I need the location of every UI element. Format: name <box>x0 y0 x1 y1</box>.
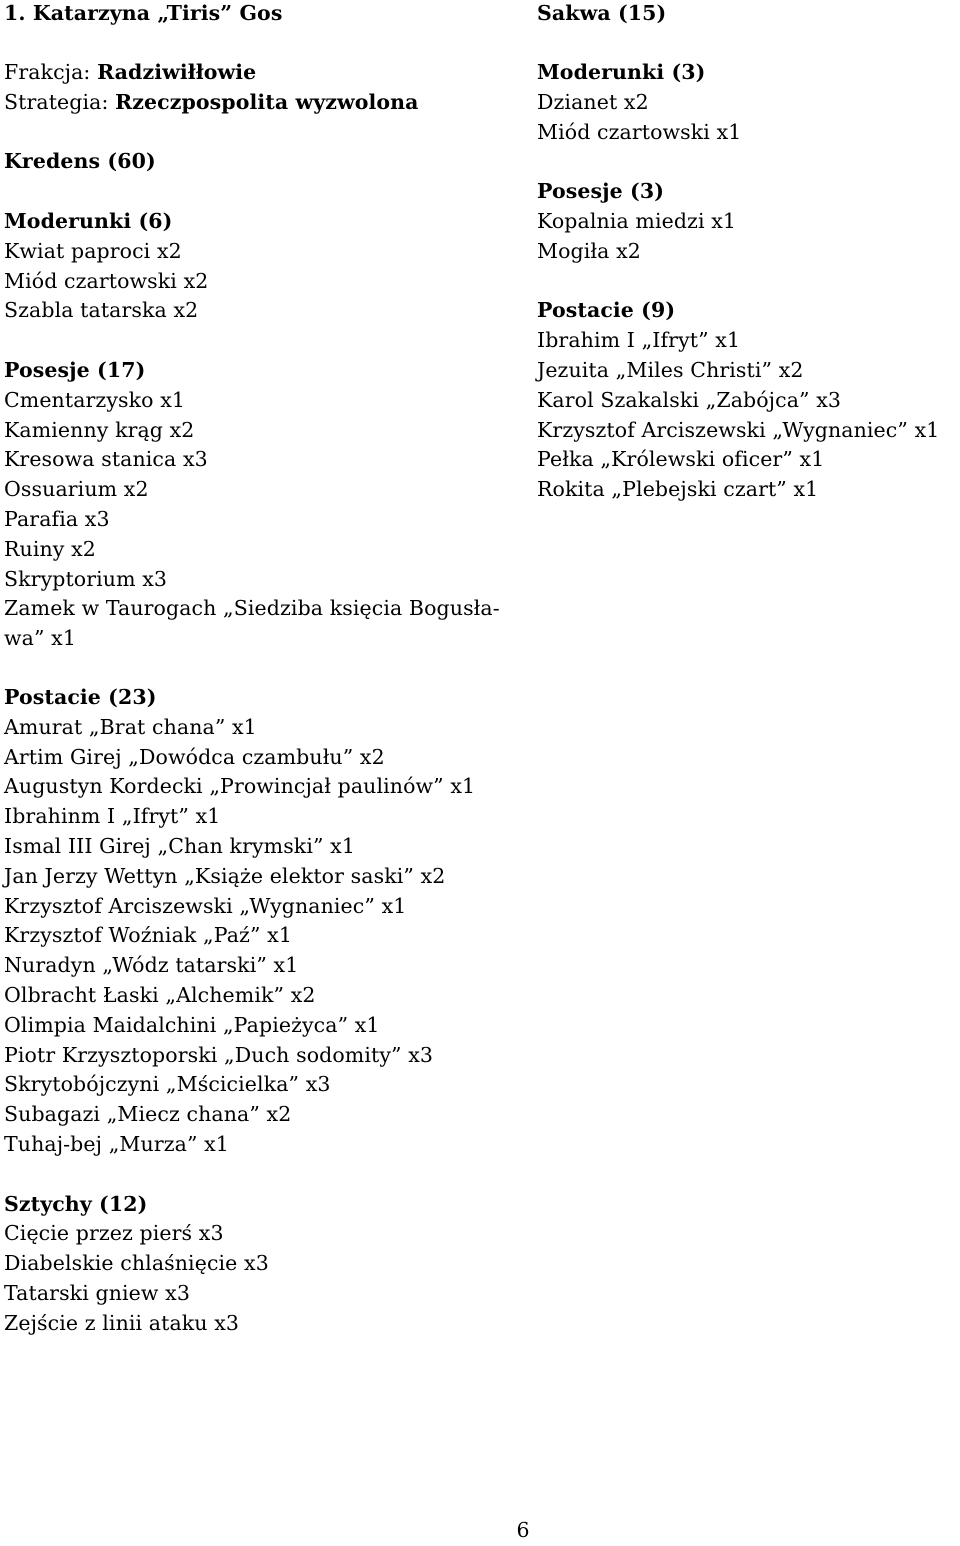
list-item: Skryptorium x3 <box>4 566 168 591</box>
sztychy-heading: Sztychy (12) <box>4 1191 148 1216</box>
moderunki-heading: Moderunki (6) <box>4 208 173 233</box>
strategy-label: Strategia: <box>4 89 109 114</box>
list-item: Dzianet x2 <box>537 89 649 114</box>
list-item: Ossuarium x2 <box>4 477 149 502</box>
list-item: Kamienny krąg x2 <box>4 417 195 442</box>
strategy-value: Rzeczpospolita wyzwolona <box>115 89 419 114</box>
moderunki-heading: Moderunki (3) <box>537 60 706 84</box>
list-item: Ibrahim I „Ifryt” x1 <box>537 328 741 353</box>
list-item: Ismal III Girej „Chan krymski” x1 <box>4 833 355 858</box>
faction-label: Frakcja: <box>4 60 91 84</box>
faction-line <box>4 58 524 88</box>
list-item: Karol Szakalski „Zabójca” x3 <box>537 387 842 412</box>
bag-heading: Sakwa (15) <box>537 1 667 25</box>
list-item: Szabla tatarska x2 <box>4 298 199 323</box>
list-item: Cięcie przez pierś x3 <box>4 1221 224 1246</box>
list-item: Piotr Krzysztoporski „Duch sodomity” x3 <box>4 1042 434 1067</box>
list-item: Ruiny x2 <box>4 536 96 561</box>
list-item: Subagazi „Miecz chana” x2 <box>4 1102 292 1127</box>
posesje-heading: Posesje (17) <box>4 357 146 382</box>
kredens-heading: Kredens (60) <box>4 149 156 174</box>
list-item: Augustyn Kordecki „Prowincjał paulinów” x1 <box>4 774 476 799</box>
list-item: Miód czartowski x1 <box>537 119 742 144</box>
player-heading <box>4 0 524 26</box>
list-item: Nuradyn „Wódz tatarski” x1 <box>4 953 299 978</box>
list-item: Krzysztof Woźniak „Paź” x1 <box>4 923 292 948</box>
lower-section <box>4 683 904 1339</box>
player-name: Katarzyna „Tiris” Gos <box>32 1 283 25</box>
list-item: Olimpia Maidalchini „Papieżyca” x1 <box>4 1012 380 1037</box>
list-item: Parafia x3 <box>4 506 110 531</box>
list-item: Olbracht Łaski „Alchemik” x2 <box>4 982 316 1007</box>
list-item: Ibrahinm I „Ifryt” x1 <box>4 804 221 829</box>
list-item: Skrytobójczyni „Mścicielka” x3 <box>4 1072 331 1097</box>
posesje-heading: Posesje (3) <box>537 179 665 204</box>
list-item: Zamek w Taurogach „Siedziba księcia Bogusła- <box>4 596 500 621</box>
postacie-heading: Postacie (23) <box>4 685 157 709</box>
list-item: Krzysztof Arciszewski „Wygnaniec” x1 <box>537 417 940 442</box>
section-number: 1. <box>4 1 26 25</box>
list-item: Jan Jerzy Wettyn „Książe elektor saski” x2 <box>4 863 446 888</box>
list-item: Kwiat paproci x2 <box>4 238 182 263</box>
right-column <box>537 0 960 505</box>
list-item: Cmentarzysko x1 <box>4 387 186 412</box>
list-item: Jezuita „Miles Christi” x2 <box>537 357 804 382</box>
page-number: 6 <box>516 1518 530 1542</box>
postacie-heading: Postacie (9) <box>537 298 676 323</box>
list-item: Zejście z linii ataku x3 <box>4 1310 240 1335</box>
list-item: Artim Girej „Dowódca czambułu” x2 <box>4 744 385 769</box>
list-item: Tuhaj-bej „Murza” x1 <box>4 1131 229 1156</box>
list-item: Rokita „Plebejski czart” x1 <box>537 477 819 502</box>
faction-value: Radziwiłłowie <box>97 60 257 84</box>
list-item: Pełka „Królewski oficer” x1 <box>537 447 825 472</box>
left-column <box>4 0 524 654</box>
list-item: Krzysztof Arciszewski „Wygnaniec” x1 <box>4 893 407 918</box>
list-item: Tatarski gniew x3 <box>4 1280 190 1305</box>
list-item: Diabelskie chlaśnięcie x3 <box>4 1251 269 1276</box>
list-item: Amurat „Brat chana” x1 <box>4 714 257 739</box>
list-item: Kopalnia miedzi x1 <box>537 208 737 233</box>
list-item: wa” x1 <box>4 626 76 651</box>
list-item: Kresowa stanica x3 <box>4 447 208 472</box>
list-item: Miód czartowski x2 <box>4 268 209 293</box>
list-item: Mogiła x2 <box>537 238 641 263</box>
strategy-line <box>4 88 524 118</box>
